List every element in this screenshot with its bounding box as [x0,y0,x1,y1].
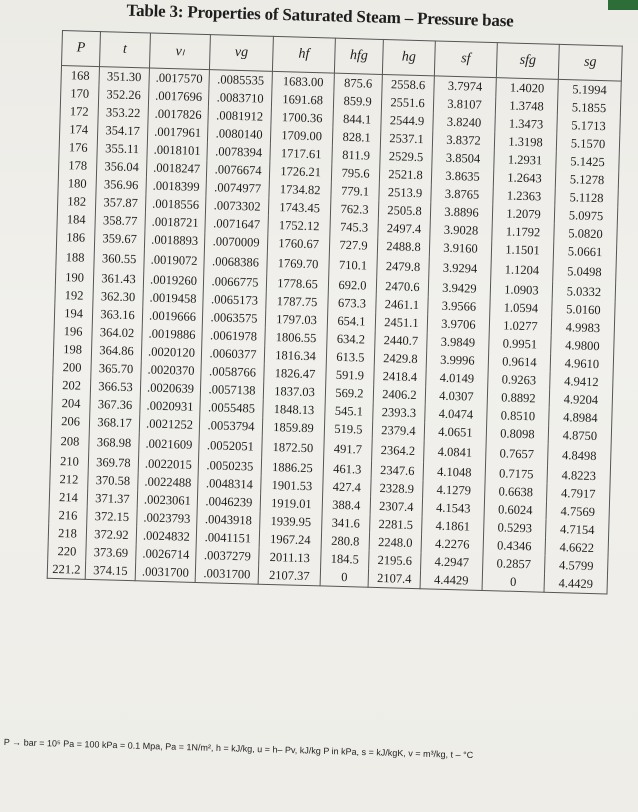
table-cell: 427.4 [323,477,371,496]
table-cell: 1.2643 [493,168,555,188]
table-cell: .0023061 [137,490,197,510]
table-cell: .0043918 [197,510,260,530]
table-cell: 3.8635 [431,166,493,186]
table-cell: 2497.4 [378,219,430,238]
table-cell: 1.1792 [492,222,554,242]
table-cell: .0053794 [199,416,262,436]
table-cell: 5.1570 [556,134,619,154]
table-cell: 200 [53,358,91,377]
table-cell: 2440.7 [375,331,427,350]
column-header: vₗ [149,33,210,70]
table-cell: 368.17 [89,413,139,432]
table-cell: .0017826 [148,104,208,124]
table-cell: .0083710 [208,88,271,108]
table-cell: 1.0903 [490,280,552,300]
table-cell: 3.8504 [432,148,494,168]
column-header: hf [272,36,335,73]
table-cell: 5.1994 [558,79,621,99]
table-cell: 1717.61 [270,144,332,164]
table-cell: .0020931 [140,396,200,416]
steam-properties-table [47,30,623,594]
table-cell: 654.1 [327,312,375,331]
table-cell: 673.3 [328,294,376,313]
table-cell: 0.9951 [489,334,551,354]
table-cell: .0023793 [137,508,197,528]
table-cell: 1.3473 [495,114,557,134]
table-cell: .0021252 [139,414,199,434]
table-cell: 3.8765 [431,184,493,204]
table-cell: 1797.03 [265,310,327,330]
table-cell: 4.1279 [423,480,485,500]
table-cell: 2379.4 [372,421,424,440]
table-cell: 5.0160 [552,300,615,320]
table-cell: 202 [52,376,90,395]
table-cell: 1872.50 [262,436,325,460]
table-cell: 176 [59,138,97,157]
table-cell: 214 [49,488,87,507]
table-cell: 692.0 [328,276,376,295]
table-cell: 4.8498 [548,444,612,468]
table-cell: 491.7 [324,437,373,460]
table-cell: .0019666 [142,306,202,326]
table-cell: .0055485 [200,398,263,418]
table-cell: .0019072 [144,248,205,272]
table-cell: 2107.4 [368,569,420,589]
table-cell: 5.0820 [554,224,617,244]
table-cell: .0071647 [205,214,268,234]
table-cell: .0046239 [197,492,260,512]
table-cell: 4.8223 [547,466,610,486]
table-cell: 3.8107 [433,94,495,114]
column-header: sf [434,41,497,78]
table-cell: 0.8098 [486,424,548,444]
table-cell: 355.11 [97,139,147,158]
table-cell: 1726.21 [269,162,331,182]
table-cell: .0058766 [201,362,264,382]
table-cell: 2558.6 [382,74,434,94]
table-container [47,30,622,594]
table-cell: 354.17 [97,121,147,140]
table-cell: 2470.6 [376,277,428,296]
table-cell: 373.69 [86,543,136,562]
table-cell: 0.5293 [484,518,546,538]
table-cell: 2451.1 [375,313,427,332]
table-cell: .0022488 [138,472,198,492]
table-cell: 844.1 [333,110,381,129]
table-cell: .0048314 [198,474,261,494]
table-cell: 172 [60,102,98,121]
table-cell: 2347.6 [371,461,423,480]
table-cell: 4.9800 [551,336,614,356]
table-cell: 4.0841 [424,440,487,464]
table-cell: 461.3 [323,459,371,478]
table-cell: 2328.9 [371,479,423,498]
table-cell: 569.2 [325,384,373,403]
table-cell: .0080140 [207,124,270,144]
table-cell: 613.5 [326,348,374,367]
table-cell: 1700.36 [271,108,333,128]
table-cell: 190 [55,268,93,287]
table-cell: .0076674 [206,160,269,180]
table-cell: 1691.68 [271,90,333,110]
table-cell: 198 [53,340,91,359]
table-cell: 859.9 [333,92,381,111]
table-cell: 364.86 [91,341,141,360]
table-cell: .0052051 [199,434,263,458]
table-cell: 591.9 [326,366,374,385]
table-cell: 360.55 [94,247,145,270]
table-cell: 2011.13 [259,548,321,568]
table-cell: 194 [54,304,92,323]
table-cell: 2521.8 [379,165,431,184]
table-cell: 4.9610 [550,354,613,374]
table-cell: 367.36 [90,395,140,414]
table-cell: .0085535 [209,70,272,90]
table-cell: 4.6622 [545,538,608,558]
table-cell: 811.9 [332,146,380,165]
table-cell: 1.0594 [490,298,552,318]
table-cell: 184.5 [321,549,369,568]
table-cell: .0066775 [203,272,266,292]
table-cell: 188 [56,246,95,269]
column-header: hfg [334,38,383,74]
table-cell: 174 [59,120,97,139]
table-cell: 356.96 [96,175,146,194]
corner-tab [608,0,638,10]
table-cell: 1760.67 [267,234,329,254]
table-cell: .0063575 [202,308,265,328]
table-cell: .0017696 [148,86,208,106]
table-cell: 3.7974 [434,76,496,96]
table-cell: 1769.70 [267,252,330,276]
table-cell: 2461.1 [376,295,428,314]
table-cell: .0020120 [141,342,201,362]
table-cell: 1.4020 [496,78,558,98]
column-header: hg [382,39,435,75]
table-cell: 210 [50,452,88,471]
table-cell: 4.4429 [544,574,607,594]
table-cell: 4.1861 [422,516,484,536]
table-cell: 2406.2 [373,385,425,404]
table-cell: 795.6 [331,164,379,183]
table-cell: 745.3 [330,218,378,237]
table-cell: 4.9412 [550,372,613,392]
table-cell: 221.2 [47,560,86,580]
table-cell: 4.0651 [424,422,486,442]
table-cell: .0018399 [146,176,206,196]
table-cell: 1.1204 [491,258,554,282]
table-cell: 1.3198 [494,132,556,152]
table-cell: 875.6 [334,73,382,93]
table-cell: .0024832 [136,526,196,546]
table-cell: .0068386 [204,250,268,274]
table-cell: 1683.00 [272,71,334,91]
table-cell: 359.67 [94,229,144,248]
table-cell: 2488.8 [377,237,429,256]
table-cell: 3.9160 [429,238,491,258]
footnote: P → bar = 10⁵ Pa = 100 kPa = 0.1 Mpa, Pa = 1N/m², h = kJ/kg, u = h– Pv, kJ/kg P in kPa, s = kJ/kgK, v = m³/kg, t – °C [3,737,474,761]
table-cell: 4.7917 [547,484,610,504]
table-cell: 3.9996 [426,350,488,370]
table-cell: .0020370 [141,360,201,380]
table-cell: 1709.00 [270,126,332,146]
table-cell: 727.9 [329,236,377,255]
table-cell: 1734.82 [269,180,331,200]
table-cell: 4.1048 [423,462,485,482]
table-cell: 828.1 [332,128,380,147]
table-cell: 196 [54,322,92,341]
table-cell: 2479.8 [377,255,430,278]
table-cell: 4.8984 [549,408,612,428]
table-cell: .0057138 [200,380,263,400]
table-cell: 2307.4 [370,497,422,516]
table-cell: 4.9983 [551,318,614,338]
table-cell: .0070009 [204,232,267,252]
table-cell: 1752.12 [268,216,330,236]
table-cell: 341.6 [322,513,370,532]
table-cell: 2429.8 [374,349,426,368]
table-cell: 0.7175 [485,464,547,484]
table-cell: 3.9849 [427,332,489,352]
table-cell: 357.87 [95,193,145,212]
table-cell: 1967.24 [259,530,321,550]
table-cell: 1.1501 [491,240,553,260]
table-cell: 3.9028 [430,220,492,240]
table-cell: 4.7569 [546,502,609,522]
table-cell: 280.8 [321,531,369,550]
table-cell: 5.1855 [557,98,620,118]
table-cell: 192 [55,286,93,305]
table-cell: .0018101 [147,140,207,160]
table-cell: 1859.89 [262,418,324,438]
column-header: sfg [496,43,559,80]
table-cell: 2393.3 [373,403,425,422]
table-cell: .0019458 [143,288,203,308]
table-cell: 1743.45 [268,198,330,218]
table-cell: 4.2947 [421,552,483,572]
table-cell: 220 [48,542,86,561]
table-cell: 545.1 [325,401,373,420]
table-cell: 2195.6 [369,551,421,570]
column-header: vg [209,35,273,72]
table-cell: 5.1425 [556,152,619,172]
table-cell: 4.8750 [548,426,611,446]
table-cell: 5.1713 [557,116,620,136]
table-cell: 2529.5 [380,147,432,166]
table-cell: 184 [57,210,95,229]
table-cell: 2107.37 [258,566,320,586]
table-cell: .0017961 [147,122,207,142]
table-cell: 5.0661 [553,242,616,262]
table-cell: 0.6024 [484,500,546,520]
table-cell: 3.9429 [428,278,490,298]
table-cell: 362.30 [93,287,143,306]
table-cell: 351.30 [99,67,149,87]
table-cell: 1.2363 [493,186,555,206]
table-cell: .0018721 [145,212,205,232]
table-cell: 178 [58,156,96,175]
table-cell: .0017570 [149,68,209,88]
table-cell: 218 [48,524,86,543]
table-cell: .0031700 [195,564,258,584]
table-cell: 353.22 [98,103,148,122]
table-cell: 1.2079 [492,204,554,224]
table-cell: .0041151 [196,528,259,548]
table-cell: 4.1543 [422,498,484,518]
table-cell: 364.02 [92,323,142,342]
table-cell: 1901.53 [261,476,323,496]
table-cell: 370.58 [88,471,138,490]
table-cell: 762.3 [330,200,378,219]
table-cell: 352.26 [98,85,148,104]
table-cell: 1886.25 [261,458,323,478]
table-cell: .0022015 [138,454,198,474]
table-cell: 3.8896 [430,202,492,222]
table-cell: 0.6638 [485,482,547,502]
table-cell: 372.15 [87,507,137,526]
table-cell: 358.77 [95,211,145,230]
table-cell: .0018893 [144,230,204,250]
table-cell: 4.0149 [426,368,488,388]
table-cell: 372.92 [86,525,136,544]
table-cell: 1837.03 [263,382,325,402]
table-cell: 204 [52,394,90,413]
table-cell: 1.2931 [494,150,556,170]
table-cell: .0020639 [140,378,200,398]
column-header: P [62,31,101,67]
table-cell: 0.9263 [488,370,550,390]
table-cell: 363.16 [92,305,142,324]
table-cell: 0.4346 [483,536,545,556]
column-header: t [99,32,150,68]
table-cell: 1.3748 [495,96,557,116]
table-cell: 186 [56,228,94,247]
table-cell: 3.9706 [427,314,489,334]
table-cell: 0.2857 [483,554,545,574]
table-cell: 4.9204 [549,390,612,410]
table-cell: 4.7154 [546,520,609,540]
column-header: sg [558,44,622,81]
table-cell: .0018556 [145,194,205,214]
table-cell: 2418.4 [374,367,426,386]
table-cell: .0050235 [198,456,261,476]
table-cell: .0073302 [205,196,268,216]
table-cell: 519.5 [324,419,372,438]
table-body [47,66,621,594]
table-cell: 374.15 [85,561,135,581]
table-cell: 212 [50,470,88,489]
table-cell: 208 [51,430,90,453]
table-cell: 5.0498 [553,260,617,284]
table-cell: 206 [51,412,89,431]
table-cell: 779.1 [331,182,379,201]
table-cell: 168 [61,66,100,86]
table-cell: 0.8510 [487,406,549,426]
table-cell: 2281.5 [370,515,422,534]
table-cell: 2537.1 [380,129,432,148]
table-cell: 4.0307 [425,386,487,406]
table-cell: .0026714 [136,544,196,564]
table-cell: 216 [49,506,87,525]
table-cell: .0019886 [142,324,202,344]
table-cell: 1.0277 [489,316,551,336]
table-cell: 5.0332 [552,282,615,302]
table-cell: 634.2 [327,330,375,349]
table-cell: 2248.0 [369,533,421,552]
table-cell: 365.70 [91,359,141,378]
table-cell: 1787.75 [266,292,328,312]
table-cell: 366.53 [90,377,140,396]
table-cell: 388.4 [322,495,370,514]
table-cell: 3.9566 [428,296,490,316]
table-cell: 182 [57,192,95,211]
table-cell: 4.4429 [420,570,482,590]
table-cell: 2364.2 [372,439,425,462]
table-cell: 180 [58,174,96,193]
table-cell: 4.5799 [545,556,608,576]
table-cell: 3.8372 [432,130,494,150]
table-cell: 0.7657 [486,442,549,466]
table-cell: .0061978 [202,326,265,346]
table-cell: 0 [482,572,544,592]
table-cell: .0037279 [196,546,259,566]
table-cell: 369.78 [88,453,138,472]
table-cell: 1778.65 [266,274,328,294]
table-cell: .0019260 [143,270,203,290]
table-cell: 2544.9 [381,111,433,130]
table-cell: 368.98 [89,431,140,454]
table-cell: .0065173 [203,290,266,310]
table-cell: 710.1 [329,254,378,277]
table-cell: 1816.34 [264,346,326,366]
table-cell: 4.0474 [425,404,487,424]
table-cell: 0 [320,567,368,587]
table-cell: .0021609 [139,432,200,456]
table-cell: 5.1128 [555,188,618,208]
table-cell: 361.43 [93,269,143,288]
table-cell: 2513.9 [379,183,431,202]
table-cell: .0081912 [208,106,271,126]
table-cell: 5.0975 [554,206,617,226]
table-cell: 371.37 [87,489,137,508]
table-cell: 4.2276 [421,534,483,554]
table-cell: 2505.8 [378,201,430,220]
table-cell: 3.8240 [433,112,495,132]
table-cell: 1806.55 [265,328,327,348]
table-cell: 1939.95 [260,512,322,532]
table-cell: 3.9294 [429,256,492,280]
table-cell: 0.9614 [488,352,550,372]
table-cell: 5.1278 [555,170,618,190]
table-cell: 1919.01 [260,494,322,514]
table-cell: .0078394 [207,142,270,162]
table-cell: 1826.47 [264,364,326,384]
table-cell: .0074977 [206,178,269,198]
table-cell: 356.04 [96,157,146,176]
table-cell: .0018247 [146,158,206,178]
table-cell: .0031700 [135,562,195,582]
table-cell: 0.8892 [487,388,549,408]
table-title: Table 3: Properties of Saturated Steam – Pressure base [126,0,514,31]
table-cell: 170 [60,84,98,103]
table-cell: 2551.6 [381,93,433,112]
table-cell: 1848.13 [263,400,325,420]
table-cell: .0060377 [201,344,264,364]
